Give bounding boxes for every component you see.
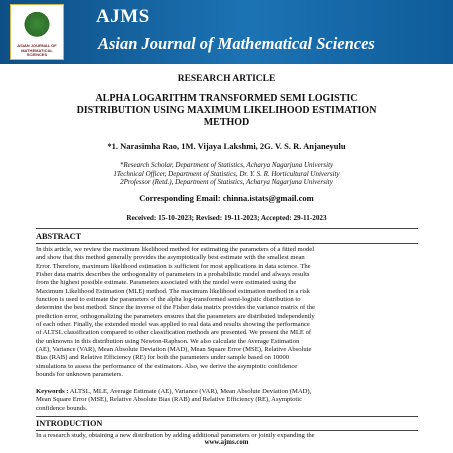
abstract-line: (AE), Variance (VAR), Mean Absolute Deviation (MAD), Mean Square Error (MSE), Relative Absolute — [36, 346, 312, 354]
keywords-line: Mean Square Error (MSE), Relative Absolute Bias (RAB) and Relative Efficiency (RE), Asymptotic — [36, 396, 303, 404]
article-dates: Received: 15-10-2023; Revised: 19-11-2023; Accepted: 29-11-2023 — [126, 214, 327, 222]
abstract-line: Error. Therefore, maximum likelihood estimation is sufficient for most applications in data science. The — [36, 262, 311, 270]
title-line: DISTRIBUTION USING MAXIMUM LIKELIHOOD ESTIMATION — [76, 105, 377, 116]
affiliation: 2Professor (Retd.), Department of Statistics, Acharya Nagarjuna University — [120, 178, 333, 187]
title-line: ALPHA LOGARITHM TRANSFORMED SEMI LOGISTIC — [95, 93, 358, 104]
article-type: RESEARCH ARTICLE — [177, 74, 276, 84]
intro-line: In a research study, obtaining a new distribution by adding additional parameters or jointly expanding the — [36, 432, 315, 439]
abstract-line: Bias (RAB) and Relative Efficiency (RE) for both the parameters under sample based on 10000 — [36, 354, 290, 362]
divider — [36, 416, 418, 417]
introduction-heading: INTRODUCTION — [36, 419, 103, 428]
journal-banner — [0, 0, 453, 64]
introduction-body — [36, 432, 417, 439]
affiliation: *Research Scholar, Department of Statistics, Acharya Nagarjuna University — [119, 161, 334, 169]
title-line: METHOD — [203, 117, 250, 128]
abstract-line: bounds for unknown parameters. — [36, 371, 124, 379]
author-list: *1. Narasimha Rao, 1M. Vijaya Lakshmi, 2G. V. S. R. Anjaneyulu — [107, 141, 346, 151]
keywords — [36, 388, 417, 413]
abstract-line: of ALTSL classification compared to other classification methods are presented. We present the MLE of — [36, 329, 312, 337]
journal-name: Asian Journal of Mathematical Sciences — [98, 34, 375, 53]
divider — [36, 228, 418, 229]
abstract-line: from the highest possible estimate. Parameters associated with the model were estimated using the — [36, 279, 297, 287]
affiliation: 1Technical Officer, Department of Statistics, Dr. Y. S. R. Horticultural University — [113, 169, 340, 178]
logo-text: ASIAN JOURNAL OF MATHEMATICAL SCIENCES — [17, 43, 57, 58]
article-title — [0, 93, 453, 129]
abstract-body — [36, 246, 417, 380]
abstract-line: In this article, we review the maximum likelihood method for estimating the parameters of a fitted model — [36, 246, 315, 253]
footer-url[interactable]: www.ajms.com — [204, 439, 249, 446]
corresponding-email: Corresponding Email: chinna.istats@gmail.com — [139, 193, 314, 203]
abstract-heading: ABSTRACT — [36, 232, 82, 241]
affiliations — [0, 161, 453, 187]
abstract-line: of each other. Finally, the extended model was applied to real data and results showing the performance — [36, 321, 310, 329]
journal-logo — [10, 4, 64, 60]
divider — [36, 243, 418, 244]
tree-emblem-icon — [17, 9, 57, 43]
abstract-line: Fisher data matrix describes the orthogonality of parameters in a probabilistic model and always results — [36, 271, 310, 279]
abstract-line: and show that this method generally provides the asymptotically best estimate with the smallest mean — [36, 254, 305, 262]
keywords-line — [36, 388, 417, 396]
journal-abbreviation: AJMS — [96, 6, 150, 27]
abstract-line: function is used to estimate the parameters of the alpha log-transformed semi-logistic distribution to — [36, 296, 301, 304]
abstract-line: simulations to assess the performance of the estimators. Also, we derive the asymptotic confidence — [36, 362, 298, 370]
keywords-label: Keywords : — [36, 388, 69, 395]
divider — [36, 430, 418, 431]
keywords-line: confidence bounds. — [36, 404, 88, 412]
abstract-line: the unknowns in this distribution using Newton-Raphson. We also calculate the Average Estimation — [36, 337, 300, 345]
keywords-text: ALTSL, MLE, Average Estimate (AE), Variance (VAR), Mean Absolute Deviation (MAD), — [68, 388, 312, 395]
abstract-line: Maximum Likelihood Estimation (MLE) method. The maximum likelihood estimation method in a risk — [36, 287, 310, 295]
abstract-line: determine the best method. Since the inverse of the Fisher data matrix provides the variance matrix of the — [36, 304, 315, 312]
abstract-line: prediction error, orthogonalizing the parameters ensures that the parameters are distributed independently — [36, 312, 315, 320]
